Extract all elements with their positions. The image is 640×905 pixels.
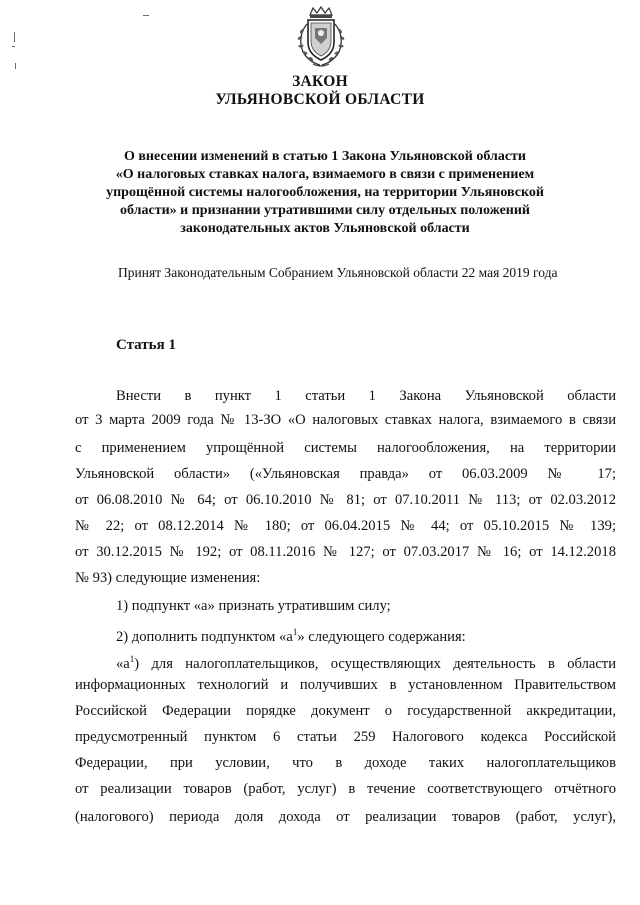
law-title: [90, 148, 560, 238]
scan-mark: [143, 15, 149, 16]
body-line: № 93) следующие изменения:: [75, 570, 261, 586]
quote-line: информационных технологий и получивших в установленном Правительством: [75, 677, 616, 693]
quote-line-first: «$а^1$) для налогоплательщиков, осуществляющих деятельность в области: [116, 654, 616, 672]
body-line: с применением упрощённой системы налогообложения, на территории: [75, 440, 616, 456]
body-line: Внести в пункт 1 статьи 1 Закона Ульяновской области: [116, 388, 616, 404]
body-line: от 06.08.2010 № 64; от 06.10.2010 № 81; от 07.10.2011 № 113; от 02.03.2012: [75, 492, 616, 508]
list-item-1: 1) подпункт «а» признать утратившим силу;: [116, 598, 391, 614]
body-line: от 3 марта 2009 года № 13-ЗО «О налоговых ставках налога, взимаемого в связи: [75, 412, 616, 428]
scan-mark: [12, 46, 15, 47]
quote-line: Федерации, при условии, что в доходе таких налогоплательщиков: [75, 755, 616, 771]
quote-line: предусмотренный пунктом 6 статьи 259 Налогового кодекса Российской: [75, 729, 616, 745]
scan-mark: [15, 63, 16, 69]
list-item-2: 2) дополнить подпунктом «$а^1$» следующего содержания:: [116, 627, 466, 645]
quote-line: от реализации товаров (работ, услуг) в течение соответствующего отчётного: [75, 781, 616, 797]
quote-line: Российской Федерации порядке документ о государственной аккредитации,: [75, 703, 616, 719]
accepted-statement: Принят Законодательным Собранием Ульяновской области 22 мая 2019 года: [118, 265, 558, 280]
title-line: области» и признании утратившими силу отдельных положений: [120, 203, 530, 218]
title-line: О внесении изменений в статью 1 Закона Ульяновской области: [123, 149, 526, 164]
law-heading-line2: УЛЬЯНОВСКОЙ ОБЛАСТИ: [215, 91, 425, 108]
body-line: № 22; от 08.12.2014 № 180; от 06.04.2015 № 44; от 05.10.2015 № 139;: [75, 518, 616, 534]
title-line: законодательных актов Ульяновской области: [180, 221, 470, 236]
body-line: Ульяновской области» («Ульяновская правда» от 06.03.2009 № 17;: [75, 466, 616, 482]
article-title: Статья 1: [116, 337, 176, 353]
scan-mark: [14, 32, 15, 42]
body-line: от 30.12.2015 № 192; от 08.11.2016 № 127; от 07.03.2017 № 16; от 14.12.2018: [75, 544, 616, 560]
coat-of-arms-emblem: [291, 6, 351, 68]
quote-line: (налогового) периода доля дохода от реализации товаров (работ, услуг),: [75, 809, 616, 825]
title-line: упрощённой системы налогообложения, на территории Ульяновской: [106, 185, 544, 200]
title-line: «О налоговых ставках налога, взимаемого в связи с применением: [115, 167, 535, 182]
law-heading-line1: ЗАКОН: [292, 73, 348, 90]
